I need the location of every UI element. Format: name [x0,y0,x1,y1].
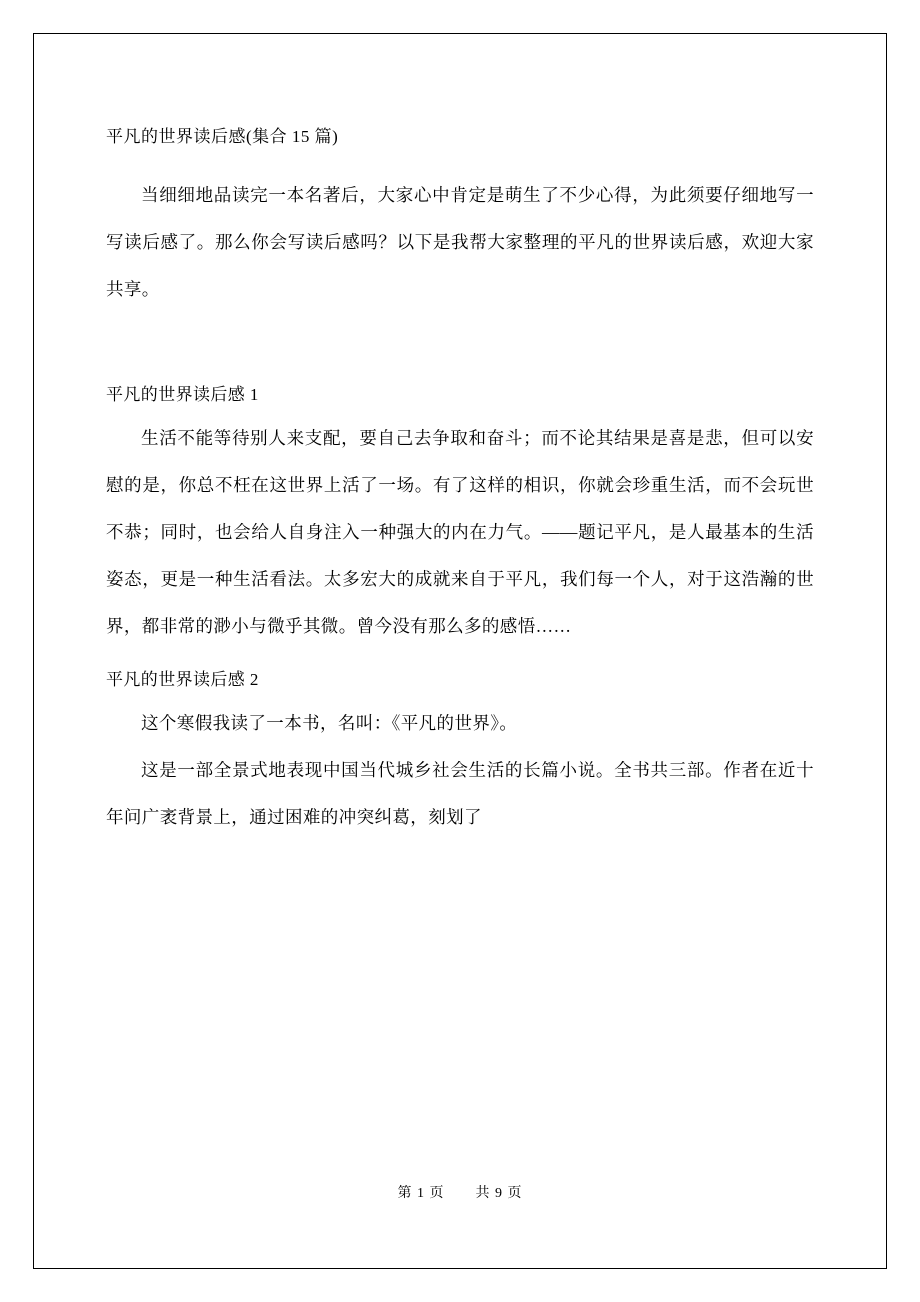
footer-page-number: 第 1 页 [397,1186,445,1201]
intro-paragraph: 当细细地品读完一本名著后，大家心中肯定是萌生了不少心得，为此须要仔细地写一写读后感了。那么你会写读后感吗？以下是我帮大家整理的平凡的世界读后感，欢迎大家共享。 [106,185,814,299]
footer-total-pages: 共 9 页 [475,1186,523,1201]
section-heading-1: 平凡的世界读后感 1 [106,385,259,404]
section-heading-2: 平凡的世界读后感 2 [106,670,259,689]
section-2-paragraph-2: 这是一部全景式地表现中国当代城乡社会生活的长篇小说。全书共三部。作者在近十年问广袤背景上，通过困难的冲突纠葛，刻划了 [106,760,814,827]
page-title: 平凡的世界读后感(集合 15 篇) [106,127,339,146]
section-2-paragraph-1: 这个寒假我读了一本书，名叫：《平凡的世界》。 [141,713,518,733]
document-content [106,120,814,841]
paragraph-spacer [106,650,814,660]
page-footer [0,1182,920,1202]
section-spacer [106,313,814,375]
section-1-paragraph-1: 生活不能等待别人来支配，要自己去争取和奋斗；而不论其结果是喜是悲，但可以安慰的是，你总不枉在这世界上活了一场。有了这样的相识，你就会珍重生活，而不会玩世不恭；同时，也会给人自身注入一种强大的内在力气。——题记平凡，是人最基本的生活姿态，更是一种生活看法。太多宏大的成就来自于平凡，我们每一个人，对于这浩瀚的世界，都非常的渺小与微乎其微。曾今没有那么多的感悟…… [106,428,814,636]
